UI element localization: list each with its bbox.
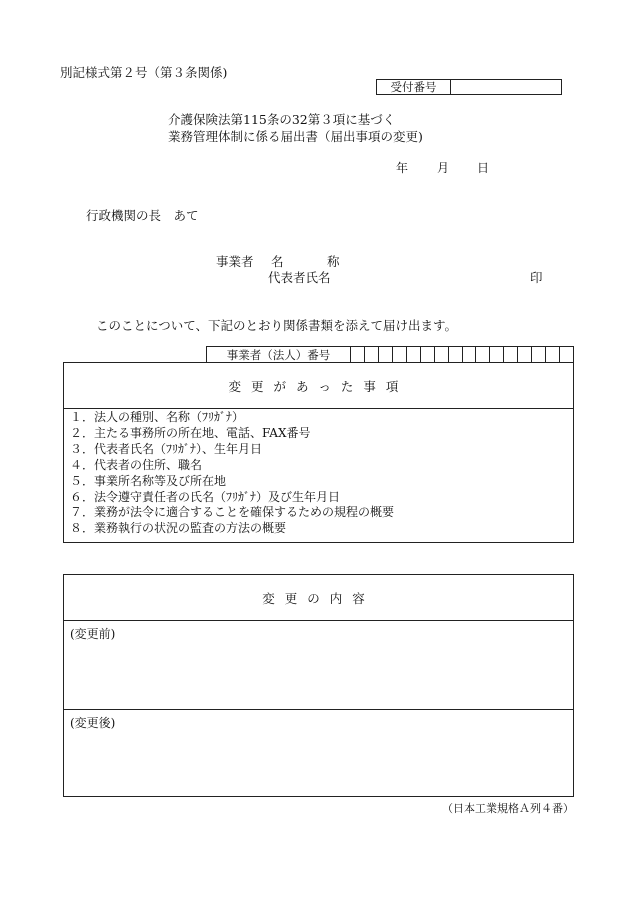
business-number-cell[interactable] [463, 347, 477, 362]
business-number-row [206, 346, 574, 362]
changed-matter-item[interactable]: １．法人の種別、名称（ﾌﾘｶﾞﾅ） [70, 410, 245, 424]
business-number-cell[interactable] [379, 347, 393, 362]
document-title-line1: 介護保険法第115条の32第３項に基づく [168, 112, 396, 127]
addressee: 行政機関の長 あて [86, 208, 199, 223]
after-change-field[interactable] [64, 710, 573, 731]
representative-name-label: 代表者氏名 [268, 270, 331, 285]
changed-matter-item[interactable]: ７．業務が法令に適合することを確保するための規程の概要 [70, 505, 395, 520]
receipt-number-field[interactable] [451, 80, 561, 94]
business-number-cell[interactable] [449, 347, 463, 362]
business-number-cell[interactable] [407, 347, 421, 362]
business-number-cell[interactable] [435, 347, 449, 362]
date-month-label: 月 [437, 161, 450, 175]
business-number-label: 事業者（法人）番号 [207, 347, 351, 362]
date-year-label: 年 [396, 161, 409, 175]
changed-matter-item[interactable]: ４．代表者の住所、職名 [70, 457, 203, 472]
change-content-table [63, 574, 574, 797]
applicant-label: 事業者 [216, 254, 254, 269]
business-number-cell[interactable] [532, 347, 546, 362]
applicant-name-label-second: 称 [327, 254, 340, 269]
before-change-label: (変更前) [70, 627, 116, 641]
business-number-cell[interactable] [476, 347, 490, 362]
changed-matters-table [63, 362, 574, 543]
business-number-cell[interactable] [560, 347, 573, 362]
paper-size-note: （日本工業規格Ａ列４番） [442, 802, 574, 815]
seal-mark: 印 [530, 270, 543, 285]
date-day-label: 日 [477, 161, 490, 175]
business-number-cell[interactable] [393, 347, 407, 362]
applicant-name-label-first: 名 [271, 254, 284, 269]
changed-matters-list [64, 409, 573, 537]
changed-matter-item[interactable]: ６．法令遵守責任者の氏名（ﾌﾘｶﾞﾅ）及び生年月日 [70, 489, 341, 504]
business-number-cells [351, 347, 573, 362]
form-code: 別記様式第２号（第３条関係) [60, 65, 228, 80]
receipt-number-label: 受付番号 [377, 80, 451, 94]
change-content-header: 変更の内容 [64, 575, 573, 621]
business-number-cell[interactable] [490, 347, 504, 362]
changed-matter-item[interactable]: ８．業務執行の状況の監査の方法の概要 [70, 521, 287, 536]
business-number-cell[interactable] [546, 347, 560, 362]
submission-statement: このことについて、下記のとおり関係書類を添えて届け出ます。 [96, 318, 458, 333]
changed-matter-item[interactable]: ２．主たる事務所の所在地、電話、FAX番号 [70, 425, 311, 440]
changed-matter-item[interactable]: ３．代表者氏名（ﾌﾘｶﾞﾅ）、生年月日 [70, 441, 263, 456]
before-change-field[interactable] [64, 621, 573, 710]
business-number-cell[interactable] [518, 347, 532, 362]
receipt-number-box [376, 79, 562, 95]
document-title-line2: 業務管理体制に係る届出書（届出事項の変更) [168, 129, 423, 144]
business-number-cell[interactable] [421, 347, 435, 362]
business-number-cell[interactable] [504, 347, 518, 362]
changed-matter-item[interactable]: ５．事業所名称等及び所在地 [70, 473, 227, 488]
after-change-label: (変更後) [70, 716, 116, 730]
changed-matters-header: 変更があった事項 [64, 363, 573, 409]
business-number-cell[interactable] [351, 347, 365, 362]
business-number-cell[interactable] [365, 347, 379, 362]
